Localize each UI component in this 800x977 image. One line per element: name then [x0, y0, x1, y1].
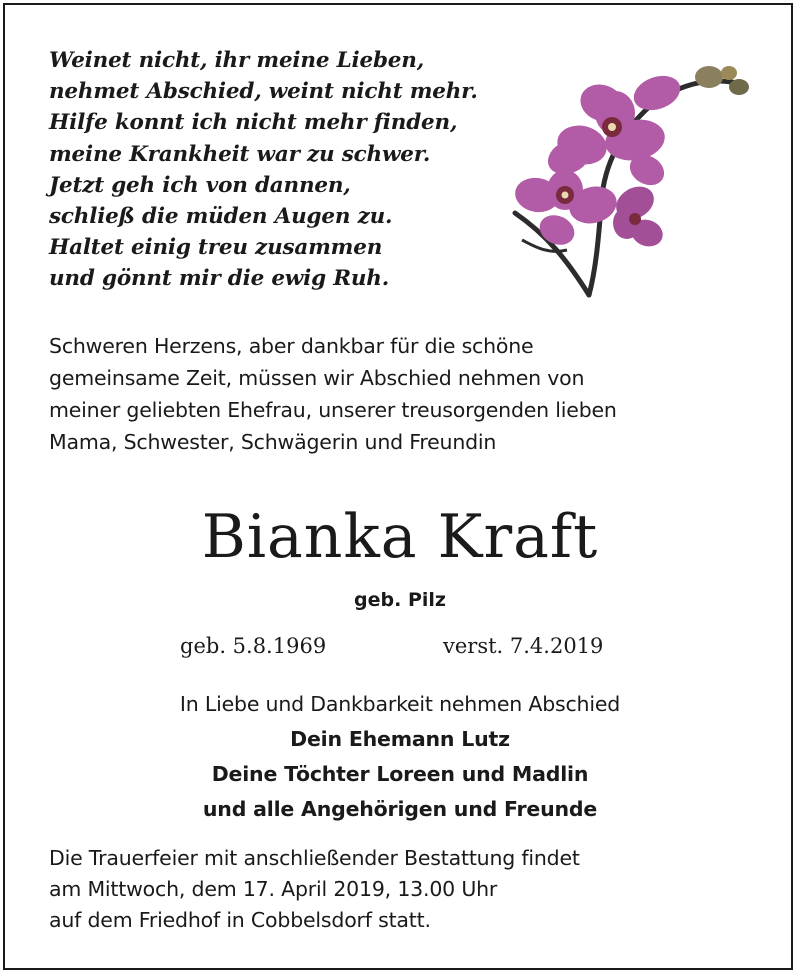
poem-line: schließ die müden Augen zu. [49, 204, 393, 230]
life-dates [5, 629, 795, 663]
mourner-line: und alle Angehörigen und Freunde [202, 797, 598, 821]
funeral-line: Die Trauerfeier mit anschließender Bestattung findet [49, 846, 580, 870]
intro-line: Mama, Schwester, Schwägerin und Freundin [49, 430, 497, 454]
mourners-heading: In Liebe und Dankbarkeit nehmen Abschied [179, 692, 621, 716]
death-date: verst. 7.4.2019 [443, 634, 604, 658]
poem-line: nehmet Abschied, weint nicht mehr. [49, 79, 478, 105]
mourners-block [5, 687, 795, 827]
poem-line: meine Krankheit war zu schwer. [49, 141, 431, 167]
intro-line: meiner geliebten Ehefrau, unserer treusorgenden lieben [49, 398, 617, 422]
funeral-line: auf dem Friedhof in Cobbelsdorf statt. [49, 908, 431, 932]
orchid-flower-image [507, 45, 767, 307]
funeral-line: am Mittwoch, dem 17. April 2019, 13.00 Uhr [49, 877, 498, 901]
funeral-info [49, 843, 769, 936]
intro-text [49, 330, 769, 458]
poem-line: Jetzt geh ich von dannen, [49, 172, 351, 198]
mourner-line: Dein Ehemann Lutz [290, 727, 510, 751]
poem-line: Weinet nicht, ihr meine Lieben, [49, 48, 424, 73]
obituary-card [3, 3, 793, 970]
poem-line: und gönnt mir die ewig Ruh. [49, 266, 390, 292]
intro-line: Schweren Herzens, aber dankbar für die schöne [49, 334, 534, 358]
poem-line: Hilfe konnt ich nicht mehr finden, [49, 110, 458, 136]
poem [49, 45, 549, 295]
poem-line: Haltet einig treu zusammen [49, 235, 383, 261]
maiden-name: geb. Pilz [354, 589, 446, 611]
birth-date: geb. 5.8.1969 [180, 634, 327, 658]
deceased-name: Bianka Kraft [201, 502, 599, 572]
mourner-line: Deine Töchter Loreen und Madlin [211, 762, 589, 786]
intro-line: gemeinsame Zeit, müssen wir Abschied nehmen von [49, 366, 585, 390]
